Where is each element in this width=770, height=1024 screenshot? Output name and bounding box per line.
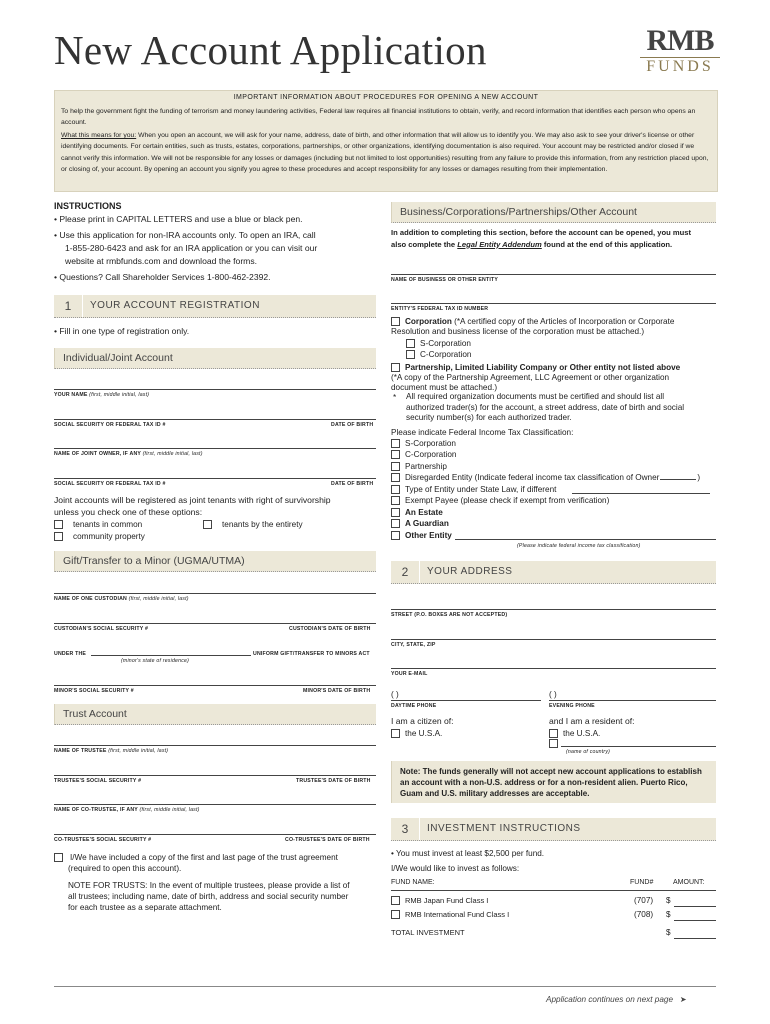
checkbox[interactable] (54, 532, 63, 541)
ssn-field[interactable] (54, 419, 376, 420)
business-name-field[interactable] (391, 274, 716, 275)
joint-dob-label: DATE OF BIRTH (331, 481, 374, 487)
fund-name-header: FUND NAME: (391, 879, 435, 886)
business-name-label: NAME OF BUSINESS OR OTHER ENTITY (391, 277, 498, 283)
daytime-area-code: ( ) (391, 690, 399, 699)
custodian-dob-label: CUSTODIAN'S DATE OF BIRTH (289, 626, 371, 632)
checkbox[interactable] (549, 729, 558, 738)
section-2-header (391, 561, 716, 584)
your-name-field[interactable] (54, 389, 376, 390)
llc-note-1: (*A copy of the Partnership Agreement, LLC Agreement or other organization (391, 373, 670, 382)
city-state-zip-label: CITY, STATE, ZIP (391, 642, 436, 648)
arrow-right-icon: ➤ (679, 995, 687, 1004)
joint-note-1: Joint accounts will be registered as joint tenants with right of survivorship (54, 495, 331, 505)
instructions-bullet-2b: 1-855-280-6423 and ask for an IRA application or you can visit our (65, 243, 318, 253)
evening-area-code: ( ) (549, 690, 557, 699)
checkbox[interactable] (406, 339, 415, 348)
cotrustee-name-label: NAME OF CO-TRUSTEE, IF ANY (first, middle initial, last) (54, 807, 200, 813)
required-docs-note: All required organization documents must be certified and should list all authorized trader(s) for the account, a street address, date of birth and social security number(s) for each authorized trader. (406, 392, 685, 422)
cotrustee-ssn-label: CO-TRUSTEE'S SOCIAL SECURITY # (54, 837, 152, 843)
c-corp-option[interactable]: C-Corporation (406, 349, 471, 360)
cotrustee-name-field[interactable] (54, 804, 376, 805)
checkbox[interactable] (391, 363, 400, 372)
ugma-bar: Gift/Transfer to a Minor (UGMA/UTMA) (54, 551, 376, 572)
street-label: STREET (P.O. BOXES ARE NOT ACCEPTED) (391, 612, 508, 618)
trustee-ssn-field[interactable] (54, 775, 376, 776)
checkbox[interactable] (391, 519, 400, 528)
checkbox[interactable] (391, 462, 400, 471)
instructions-bullet-1: • Please print in CAPITAL LETTERS and use a blue or black pen. (54, 214, 303, 224)
estate-option[interactable]: An Estate (391, 507, 443, 518)
page-title: New Account Application (54, 27, 487, 73)
amount-header: AMOUNT: (673, 879, 705, 886)
minor-state-hint: (minor's state of residence) (121, 658, 189, 664)
registration-note: • Fill in one type of registration only. (54, 326, 190, 336)
checkbox[interactable] (391, 910, 400, 919)
notice-heading: IMPORTANT INFORMATION ABOUT PROCEDURES FOR OPENING A NEW ACCOUNT (233, 94, 539, 101)
logo-funds-text: FUNDS (640, 57, 720, 76)
section-1-number: 1 (54, 295, 83, 317)
business-taxid-field[interactable] (391, 303, 716, 304)
exempt-payee-option[interactable]: Exempt Payee (please check if exempt from verification) (391, 495, 609, 506)
checkbox[interactable] (391, 450, 400, 459)
total-investment-field[interactable] (674, 938, 716, 939)
checkbox[interactable] (391, 473, 400, 482)
trustee-dob-label: TRUSTEE'S DATE OF BIRTH (296, 778, 371, 784)
joint-owner-field[interactable] (54, 448, 376, 449)
checkbox[interactable] (54, 520, 63, 529)
cotrustee-dob-label: CO-TRUSTEE'S DATE OF BIRTH (285, 837, 370, 843)
llc-note-2: document must be attached.) (391, 383, 498, 392)
section-3-header (391, 818, 716, 841)
email-field[interactable] (391, 668, 716, 669)
trustee-ssn-label: TRUSTEE'S SOCIAL SECURITY # (54, 778, 142, 784)
section-2-number: 2 (391, 561, 420, 583)
custodian-name-label: NAME OF ONE CUSTODIAN (first, middle initial, last) (54, 596, 189, 602)
disregarded-entity-option[interactable]: Disregarded Entity (Indicate federal income tax classification of Owner ) (391, 472, 716, 483)
trust-copy-note: (required to open this account). (68, 864, 182, 873)
s-corp-option[interactable]: S-Corporation (406, 338, 471, 349)
minor-ssn-label: MINOR'S SOCIAL SECURITY # (54, 688, 134, 694)
ssn-label: SOCIAL SECURITY OR FEDERAL TAX ID # (54, 422, 166, 428)
business-intro: In addition to completing this section, before the account can be opened, you must also complete the Legal Entity Addendum found at the end of this application. (391, 228, 691, 249)
section-1-header (54, 295, 376, 318)
instructions-bullet-2c: website at rmbfunds.com and download the forms. (65, 256, 258, 266)
checkbox[interactable] (203, 520, 212, 529)
trustee-name-label: NAME OF TRUSTEE (first, middle initial, last) (54, 748, 169, 754)
fund-number-header: FUND# (630, 879, 654, 886)
fund-dollar-japan: $ (666, 896, 671, 905)
daytime-phone-label: DAYTIME PHONE (391, 703, 437, 709)
fund-number-international: (708) (634, 910, 654, 919)
important-notice-box (54, 90, 718, 192)
state-entity-type-field[interactable] (572, 493, 710, 494)
corporation-option[interactable]: Corporation (*A certified copy of the Articles of Incorporation or Corporate (391, 316, 674, 327)
under-the-label: UNDER THE (54, 651, 87, 657)
joint-note-2: unless you check one of these options: (54, 507, 203, 517)
amount-field-japan[interactable] (674, 906, 716, 907)
continues-note: Application continues on next page ➤ (546, 995, 687, 1004)
uniform-act-label: UNIFORM GIFT/TRANSFER TO MINORS ACT (253, 651, 370, 657)
total-investment-label: TOTAL INVESTMENT (391, 928, 465, 937)
corporation-note: Resolution and business license of the corporation must be attached.) (391, 327, 645, 336)
asterisk: * (393, 393, 397, 402)
trustee-name-field[interactable] (54, 745, 376, 746)
section-2-title: YOUR ADDRESS (427, 566, 513, 577)
checkbox[interactable] (391, 729, 400, 738)
footer-rule (54, 986, 716, 987)
checkbox[interactable] (391, 896, 400, 905)
country-field[interactable] (561, 746, 716, 747)
citizen-usa-option[interactable]: the U.S.A. (391, 728, 442, 739)
custodian-ssn-label: CUSTODIAN'S SOCIAL SECURITY # (54, 626, 149, 632)
city-state-zip-field[interactable] (391, 639, 716, 640)
notice-lead: What this means for you: (61, 132, 137, 139)
checkbox[interactable] (391, 439, 400, 448)
trust-note-3: for each trustee as a separate attachment. (68, 903, 222, 912)
other-entity-field[interactable] (455, 539, 716, 540)
section-1-title: YOUR ACCOUNT REGISTRATION (90, 300, 260, 311)
invest-as-follows: I/We would like to invest as follows: (391, 864, 520, 873)
custodian-ssn-field[interactable] (54, 623, 376, 624)
your-name-label: YOUR NAME (first, middle initial, last) (54, 392, 150, 398)
resident-usa-option[interactable]: the U.S.A. (549, 728, 600, 739)
checkbox[interactable] (391, 485, 400, 494)
checkbox[interactable] (549, 739, 558, 748)
section-3-number: 3 (391, 818, 420, 840)
minor-state-field[interactable] (91, 655, 251, 656)
checkbox[interactable] (391, 531, 400, 540)
individual-joint-bar: Individual/Joint Account (54, 348, 376, 369)
rmb-funds-logo (640, 24, 720, 76)
tenants-in-common-option[interactable]: tenants in common (54, 519, 142, 530)
fund-number-japan: (707) (634, 896, 654, 905)
state-entity-type-option[interactable]: Type of Entity under State Law, if different (391, 484, 556, 495)
amount-field-international[interactable] (674, 920, 716, 921)
country-hint: (name of country) (566, 749, 611, 755)
resident-other-option[interactable] (549, 738, 563, 749)
checkbox[interactable] (391, 496, 400, 505)
trust-note-2: all trustees; including name, date of birth, address and social security number (68, 892, 349, 901)
street-field[interactable] (391, 609, 716, 610)
custodian-name-field[interactable] (54, 593, 376, 594)
fund-row-japan[interactable]: RMB Japan Fund Class I (391, 895, 488, 906)
business-bar: Business/Corporations/Partnerships/Other Account (391, 202, 716, 223)
evening-phone-field[interactable] (549, 700, 716, 701)
minor-dob-label: MINOR'S DATE OF BIRTH (303, 688, 371, 694)
checkbox[interactable] (406, 350, 415, 359)
joint-ssn-field[interactable] (54, 478, 376, 479)
llc-option[interactable]: Partnership, Limited Liability Company or Other entity not listed above (391, 362, 680, 373)
citizen-label: I am a citizen of: (391, 716, 454, 726)
joint-owner-label: NAME OF JOINT OWNER, IF ANY (first, middle initial, last) (54, 451, 203, 457)
checkbox[interactable] (391, 317, 400, 326)
resident-label: and I am a resident of: (549, 716, 635, 726)
instructions-heading: INSTRUCTIONS (54, 201, 122, 211)
joint-ssn-label: SOCIAL SECURITY OR FEDERAL TAX ID # (54, 481, 166, 487)
instructions-bullet-2a: • Use this application for non-IRA accounts only. To open an IRA, call (54, 230, 316, 240)
minor-ssn-field[interactable] (54, 685, 376, 686)
email-label: YOUR E-MAIL (391, 671, 428, 677)
tax-partnership-option[interactable]: Partnership (391, 461, 447, 472)
notice-paragraph-2 (61, 130, 711, 175)
tax-hint: (Please indicate federal income tax classification) (517, 543, 641, 549)
dob-label: DATE OF BIRTH (331, 422, 374, 428)
fund-dollar-international: $ (666, 910, 671, 919)
checkbox[interactable] (391, 508, 400, 517)
notice-paragraph-1: To help the government fight the funding of terrorism and money laundering activities, Federal law requires all financial institutions to obtain, verify, and record information that identifies each person who opens an account. (61, 108, 696, 127)
fund-row-international[interactable]: RMB International Fund Class I (391, 909, 509, 920)
total-dollar: $ (666, 928, 671, 937)
trust-account-bar: Trust Account (54, 704, 376, 725)
business-taxid-label: ENTITY'S FEDERAL TAX ID NUMBER (391, 306, 489, 312)
other-entity-option[interactable]: Other Entity (391, 530, 452, 541)
guardian-option[interactable]: A Guardian (391, 518, 449, 529)
cotrustee-ssn-field[interactable] (54, 834, 376, 835)
tenants-by-entirety-option[interactable]: tenants by the entirety (203, 519, 303, 530)
tax-classification-heading: Please indicate Federal Income Tax Classification: (391, 428, 574, 437)
community-property-option[interactable]: community property (54, 531, 145, 542)
logo-rmb-text: RMB (646, 24, 714, 57)
tax-s-corp-option[interactable]: S-Corporation (391, 438, 456, 449)
minimum-investment-note: • You must invest at least $2,500 per fund. (391, 849, 545, 858)
evening-phone-label: EVENING PHONE (549, 703, 595, 709)
trust-copy-checkbox-row[interactable]: I/We have included a copy of the first and last page of the trust agreement (54, 852, 338, 863)
checkbox[interactable] (54, 853, 63, 862)
fund-table-divider (391, 890, 716, 891)
section-3-title: INVESTMENT INSTRUCTIONS (427, 823, 581, 834)
address-note-box: Note: The funds generally will not accept new account applications to establish an account with a non-U.S. address or for a non-resident alien. Puerto Rico, Guam and U.S. military addresses are acceptable. (391, 761, 716, 803)
trust-note-1: NOTE FOR TRUSTS: In the event of multiple trustees, please provide a list of (68, 881, 350, 890)
tax-c-corp-option[interactable]: C-Corporation (391, 449, 456, 460)
daytime-phone-field[interactable] (391, 700, 541, 701)
instructions-bullet-3: • Questions? Call Shareholder Services 1-800-462-2392. (54, 272, 271, 282)
notice-body: When you open an account, we will ask for your name, address, date of birth, and other information that will allow us to identify you. We may also ask to see your driver's license or other identifying documents. For certain entities, such as trusts, estates, corporations, partnerships, or other organizations, identifying documentation is also required. Your account may be restricted and/or closed if we cannot verify this information. We will not be responsible for any losses or damages (including but not limited to lost opportunities) resulting from any failure to provide this information, from any restriction placed upon, or closing of, your account. By opening an account you signify you agree to these procedures and accept responsibility for any losses or damages resulting from their implementation. (61, 132, 709, 173)
